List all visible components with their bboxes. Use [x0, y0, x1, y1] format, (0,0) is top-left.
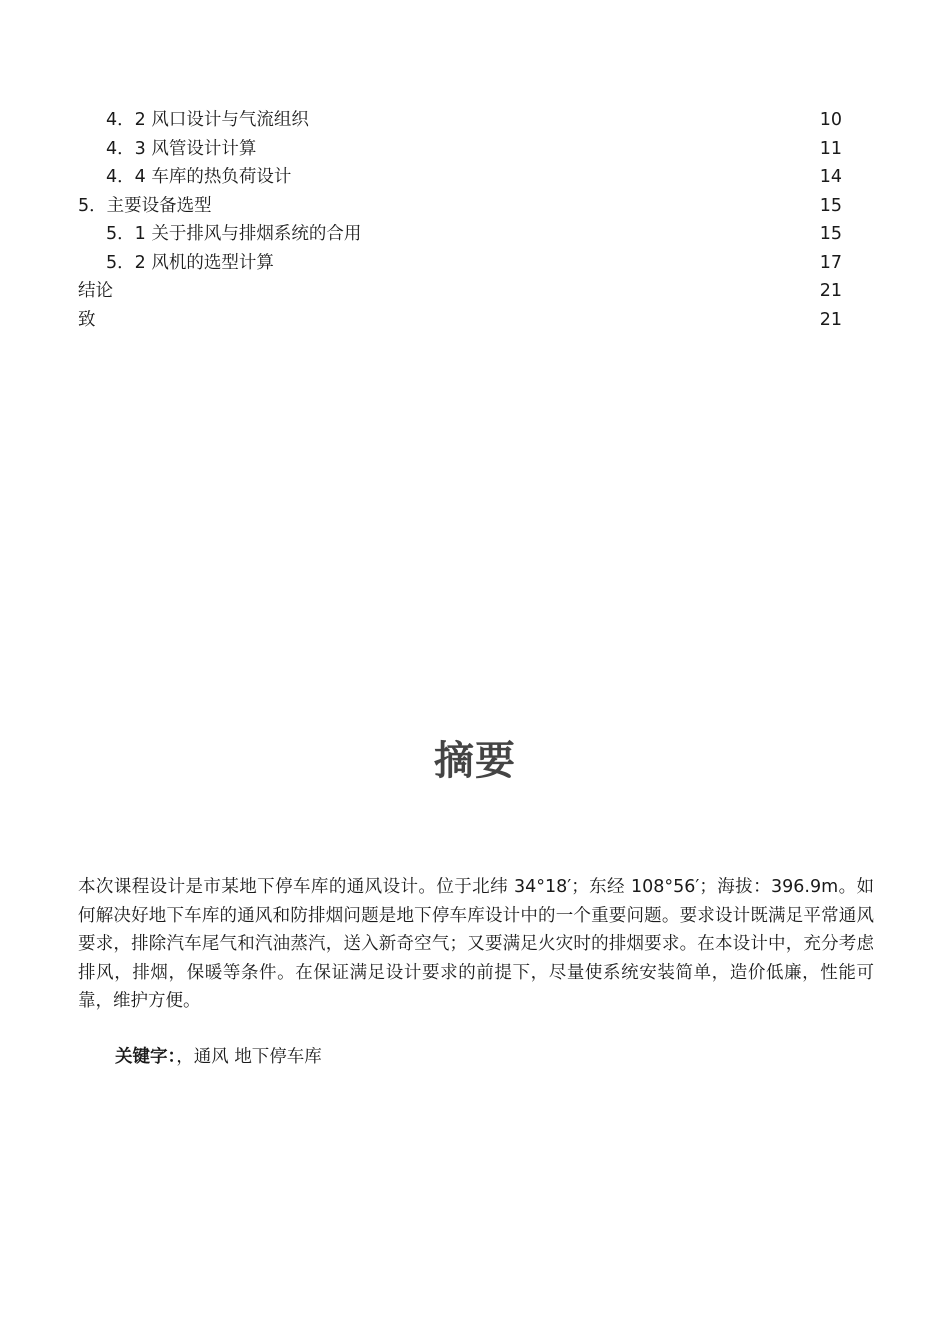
toc-entry-title: 4．2 风口设计与气流组织: [106, 110, 309, 130]
toc-entry-title: 结论: [78, 281, 113, 301]
toc-entry-title: 致: [78, 309, 96, 330]
abstract-heading: 摘要: [434, 738, 516, 784]
toc-entry[interactable]: [78, 277, 842, 306]
toc-entry[interactable]: [78, 249, 842, 278]
keywords-value: ，通风 地下停车库: [176, 1047, 322, 1067]
abstract-paragraph: 本次课程设计是市某地下停车库的通风设计。位于北纬 34°18′；东经 108°56′；海拔：396.9m。如何解决好地下车库的通风和防排烟问题是地下停车库设计中的一个重要问题。要求设计既满足平常通风要求，排除汽车尾气和汽油蒸汽，送入新奇空气；又要满足火灾时的排烟要求。在本设计中，充分考虑排风，排烟，保暖等条件。在保证满足设计要求的前提下，尽量使系统安装简单，造价低廉，性能可靠，维护方便。: [78, 877, 874, 1011]
toc-entry[interactable]: [78, 106, 842, 135]
toc-entry-title: 5．2 风机的选型计算: [106, 252, 274, 273]
toc-entry-page: 21: [819, 281, 842, 301]
toc-entry-page: 15: [819, 224, 842, 244]
toc-entry-page: 17: [819, 252, 842, 273]
toc-entry-page: 14: [819, 167, 842, 187]
keywords-label: 关键字：: [115, 1047, 177, 1067]
toc-entry[interactable]: [78, 192, 842, 221]
toc-entry-title: 4．4 车库的热负荷设计: [106, 167, 292, 187]
toc-entry-title: 5．主要设备选型: [78, 195, 212, 216]
toc-entry-page: 10: [819, 110, 842, 130]
toc-entry-title: 4．3 风管设计计算: [106, 138, 257, 159]
table-of-contents: [78, 106, 842, 334]
toc-entry-page: 21: [819, 309, 842, 330]
toc-entry-page: 15: [819, 195, 842, 216]
toc-entry-page: 11: [819, 138, 842, 159]
toc-entry-title: 5．1 关于排风与排烟系统的合用: [106, 224, 362, 244]
toc-entry[interactable]: [78, 163, 842, 192]
keywords-line: [115, 1043, 322, 1072]
toc-entry[interactable]: [78, 306, 842, 335]
toc-entry[interactable]: [78, 135, 842, 164]
toc-entry[interactable]: [78, 220, 842, 249]
